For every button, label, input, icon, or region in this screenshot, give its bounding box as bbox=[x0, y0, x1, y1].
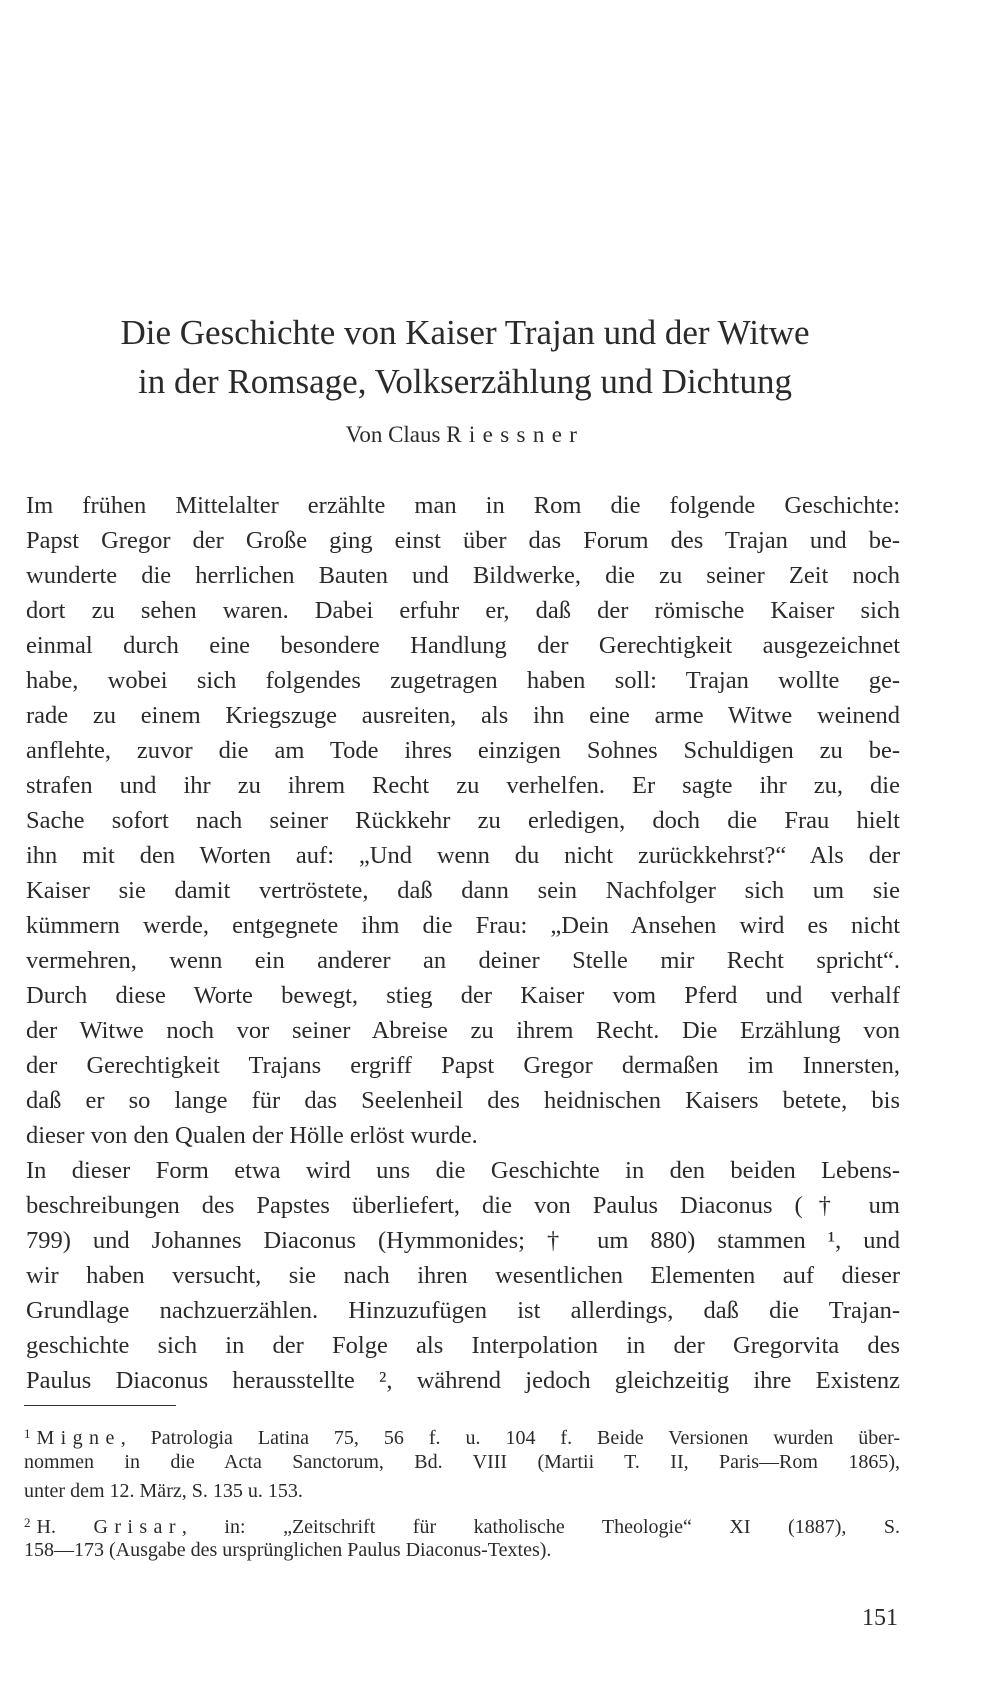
author-name: Riessner bbox=[446, 422, 585, 447]
body-line: Durch diese Worte bewegt, stieg der Kaiser vom Pferd und verhalf bbox=[26, 982, 900, 1009]
footnote-2-line-1 bbox=[24, 1508, 900, 1537]
body-line: anflehte, zuvor die am Tode ihres einzigen Sohnes Schuldigen zu be- bbox=[26, 737, 900, 764]
body-line: der Witwe noch vor seiner Abreise zu ihrem Recht. Die Erzählung von bbox=[26, 1017, 900, 1044]
body-line: Kaiser sie damit vertröstete, daß dann sein Nachfolger sich um sie bbox=[26, 877, 900, 904]
footnote-2-prefix: H. bbox=[36, 1516, 56, 1538]
body-line: kümmern werde, entgegnete ihm die Frau: „Dein Ansehen wird es nicht bbox=[26, 912, 900, 939]
body-line: ihn mit den Worten auf: „Und wenn du nicht zurückkehrst?“ Als der bbox=[26, 842, 900, 869]
footnote-1-line-3: unter dem 12. März, S. 135 u. 153. bbox=[24, 1480, 303, 1502]
footnote-2-number: 2 bbox=[24, 1515, 31, 1530]
body-line: strafen und ihr zu ihrem Recht zu verhelfen. Er sagte ihr zu, die bbox=[26, 772, 900, 799]
body-line: Sache sofort nach seiner Rückkehr zu erledigen, doch die Frau hielt bbox=[26, 807, 900, 834]
body-line: dort zu sehen waren. Dabei erfuhr er, daß der römische Kaiser sich bbox=[26, 597, 900, 624]
body-line: geschichte sich in der Folge als Interpolation in der Gregorvita des bbox=[26, 1332, 900, 1359]
body-line: In dieser Form etwa wird uns die Geschichte in den beiden Lebens- bbox=[26, 1157, 900, 1184]
body-line: habe, wobei sich folgendes zugetragen haben soll: Trajan wollte ge- bbox=[26, 667, 900, 694]
body-line: Papst Gregor der Große ging einst über das Forum des Trajan und be- bbox=[26, 527, 900, 554]
footnote-1-number: 1 bbox=[24, 1426, 31, 1441]
body-line: beschreibungen des Papstes überliefert, die von Paulus Diaconus († um bbox=[26, 1192, 900, 1219]
body-line: rade zu einem Kriegszuge ausreiten, als ihn eine arme Witwe weinend bbox=[26, 702, 900, 729]
article-title-line-1: Die Geschichte von Kaiser Trajan und der Witwe bbox=[120, 313, 810, 352]
body-line: vermehren, wenn ein anderer an deiner Stelle mir Recht spricht“. bbox=[26, 947, 900, 974]
footnote-1-author: Migne bbox=[36, 1427, 121, 1449]
footnote-1-text: , Patrologia Latina 75, 56 f. u. 104 f. Beide Versionen wurden über- bbox=[120, 1427, 900, 1449]
footnote-2-line-2: 158—173 (Ausgabe des ursprünglichen Paulus Diaconus-Textes). bbox=[24, 1539, 552, 1561]
byline-prefix: Von Claus bbox=[345, 422, 441, 447]
body-line: dieser von den Qualen der Hölle erlöst wurde. bbox=[26, 1122, 478, 1149]
body-line: einmal durch eine besondere Handlung der Gerechtigkeit ausgezeichnet bbox=[26, 632, 900, 659]
body-line: Grundlage nachzuerzählen. Hinzuzufügen ist allerdings, daß die Trajan- bbox=[26, 1297, 900, 1324]
body-line: der Gerechtigkeit Trajans ergriff Papst Gregor dermaßen im Innersten, bbox=[26, 1052, 900, 1079]
footnote-2-text: , in: „Zeitschrift für katholische Theologie“ XI (1887), S. bbox=[181, 1516, 901, 1538]
footnote-1-line-2: nommen in die Acta Sanctorum, Bd. VIII (Martii T. II, Paris—Rom 1865), bbox=[24, 1451, 900, 1473]
article-title-line-2: in der Romsage, Volkserzählung und Dichtung bbox=[138, 362, 792, 401]
body-line: wunderte die herrlichen Bauten und Bildwerke, die zu seiner Zeit noch bbox=[26, 562, 900, 589]
body-line: Im frühen Mittelalter erzählte man in Rom die folgende Geschichte: bbox=[26, 492, 900, 519]
byline bbox=[60, 420, 870, 450]
page-number: 151 bbox=[862, 1605, 898, 1631]
body-line: Paulus Diaconus herausstellte ², während jedoch gleichzeitig ihre Existenz bbox=[26, 1367, 900, 1394]
body-line: daß er so lange für das Seelenheil des heidnischen Kaisers betete, bis bbox=[26, 1087, 900, 1114]
body-line: wir haben versucht, sie nach ihren wesentlichen Elementen auf dieser bbox=[26, 1262, 900, 1289]
footnote-2-author: Grisar bbox=[93, 1516, 182, 1538]
footnote-1-line-1 bbox=[24, 1419, 900, 1448]
body-line: 799) und Johannes Diaconus (Hymmonides; † um 880) stammen ¹, und bbox=[26, 1227, 900, 1254]
footnote-divider bbox=[24, 1405, 176, 1406]
